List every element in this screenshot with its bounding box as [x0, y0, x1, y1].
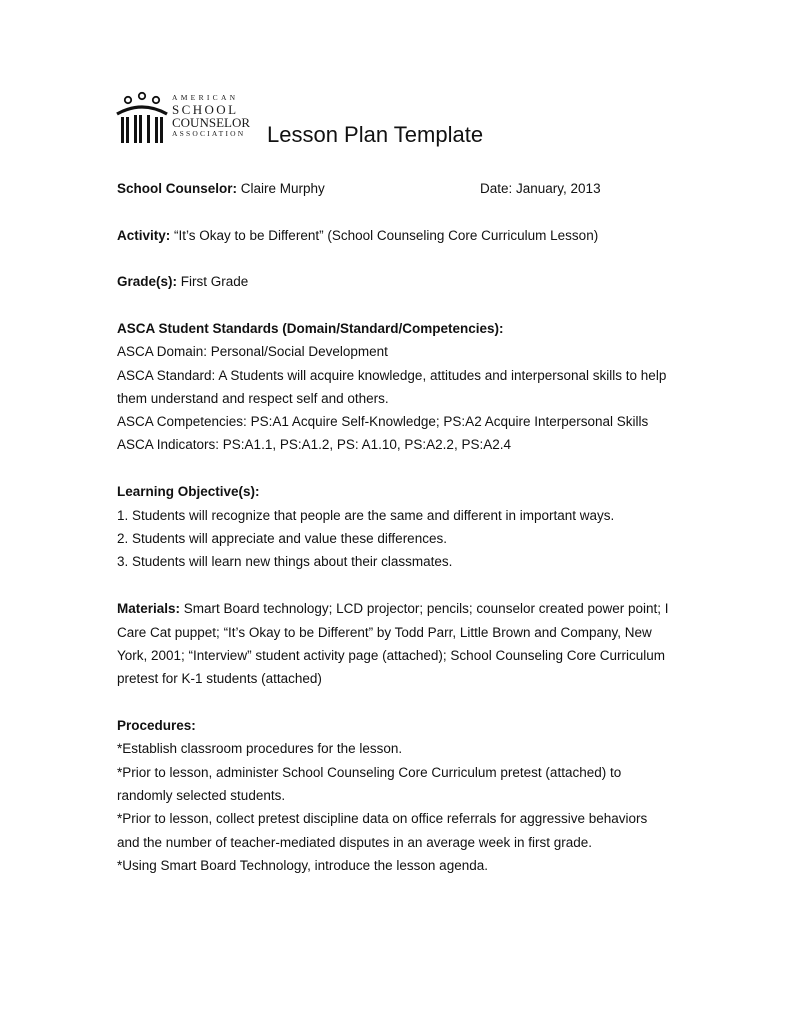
standards-line: ASCA Indicators: PS:A1.1, PS:A1.2, PS: A1.10, PS:A2.2, PS:A2.4 — [117, 437, 511, 452]
activity-line — [117, 227, 598, 245]
grades-value: First Grade — [177, 274, 249, 289]
procedure-item: *Using Smart Board Technology, introduce the lesson agenda. — [117, 858, 488, 873]
logo-wordmark — [172, 93, 250, 137]
procedure-item: *Prior to lesson, collect pretest discipline data on office referrals for aggressive behaviors — [117, 811, 648, 826]
standards-line: them understand and respect self and others. — [117, 391, 389, 406]
procedure-item: randomly selected students. — [117, 788, 286, 803]
materials-line: pretest for K-1 students (attached) — [117, 671, 322, 686]
standards-heading: ASCA Student Standards (Domain/Standard/Competencies): — [117, 321, 504, 336]
logo-line-1: AMERICAN — [172, 93, 239, 102]
procedures-heading: Procedures: — [117, 718, 196, 733]
objectives-heading: Learning Objective(s): — [117, 484, 260, 499]
procedure-item: and the number of teacher-mediated disputes in an average week in first grade. — [117, 835, 593, 850]
grades-line — [117, 273, 248, 291]
procedure-item: *Prior to lesson, administer School Counseling Core Curriculum pretest (attached) to — [117, 765, 622, 780]
activity-value: “It’s Okay to be Different” (School Counseling Core Curriculum Lesson) — [170, 228, 599, 243]
standards-line: ASCA Standard: A Students will acquire knowledge, attitudes and interpersonal skills to help — [117, 368, 667, 383]
logo-line-3: COUNSELOR — [172, 114, 251, 130]
standards-line: ASCA Competencies: PS:A1 Acquire Self-Knowledge; PS:A2 Acquire Interpersonal Skills — [117, 414, 649, 429]
logo-line-4: ASSOCIATION — [172, 128, 246, 138]
materials-line: York, 2001; “Interview” student activity page (attached); School Counseling Core Curriculum — [117, 648, 666, 663]
counselor-label: School Counselor: — [117, 181, 238, 196]
objective-item: 1. Students will recognize that people are the same and different in important ways. — [117, 508, 615, 523]
grades-label: Grade(s): — [117, 274, 178, 289]
materials-label: Materials: — [117, 601, 181, 616]
counselor-value: Claire Murphy — [237, 181, 325, 196]
date-line: Date: January, 2013 — [480, 181, 601, 196]
materials-text: Smart Board technology; LCD projector; pencils; counselor created power point; I — [180, 601, 669, 616]
page-title: Lesson Plan Template — [267, 122, 484, 147]
counselor-line — [117, 180, 325, 198]
materials-line: Care Cat puppet; “It’s Okay to be Different” by Todd Parr, Little Brown and Company, New — [117, 625, 652, 640]
materials-line — [117, 600, 669, 618]
asca-logo — [114, 90, 259, 148]
standards-line: ASCA Domain: Personal/Social Development — [117, 344, 388, 359]
activity-label: Activity: — [117, 228, 171, 243]
procedure-item: *Establish classroom procedures for the lesson. — [117, 741, 403, 756]
objective-item: 3. Students will learn new things about their classmates. — [117, 554, 453, 569]
columns-people-icon — [114, 90, 170, 146]
objective-item: 2. Students will appreciate and value these differences. — [117, 531, 447, 546]
logo-line-2: SCHOOL — [172, 101, 239, 117]
